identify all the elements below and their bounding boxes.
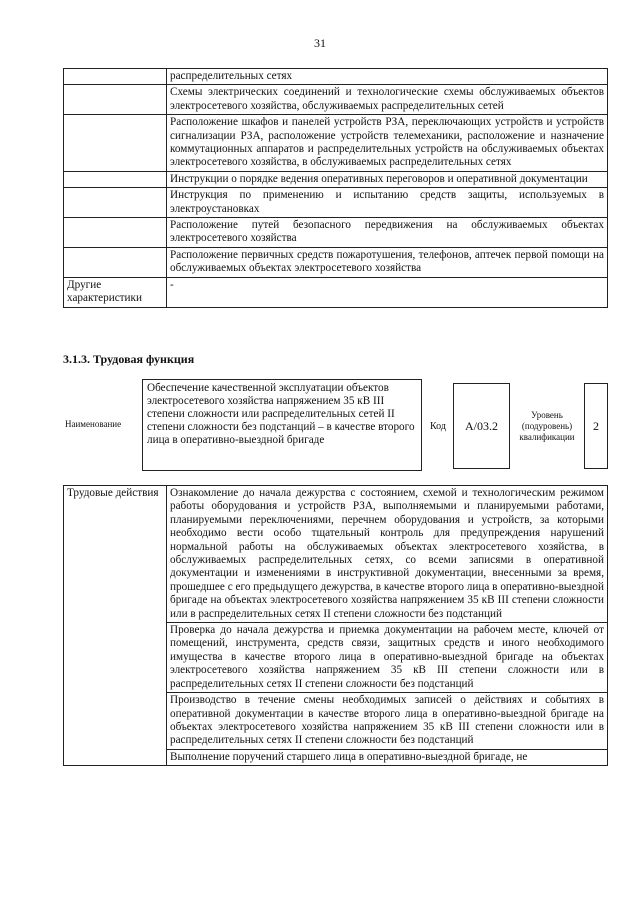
name-label: Наименование: [65, 419, 122, 429]
level-label: Уровень (подуровень) квалификации: [519, 410, 575, 442]
table-row: [64, 277, 608, 307]
table-cell-text: Инструкции о порядке ведения оперативных переговоров и оперативной документации: [167, 171, 608, 187]
table-row: [64, 171, 608, 187]
table-cell-text: Расположение первичных средств пожаротушения, телефонов, аптечек первой помощи на обслуживаемых объектах электросетевого хозяйства: [167, 247, 608, 277]
table-row: [64, 115, 608, 172]
requirements-table: [63, 68, 608, 308]
code-label: Код: [430, 421, 446, 432]
table-cell-label: [64, 247, 167, 277]
table-cell-text: Инструкция по применению и испытанию средств защиты, используемых в электроустановках: [167, 188, 608, 218]
level-box: [584, 383, 608, 469]
code-value: A/03.2: [465, 418, 498, 433]
page-number: 31: [314, 36, 326, 50]
labor-action-text: Выполнение поручений старшего лица в оперативно-выездной бригаде, не: [167, 749, 608, 765]
table-cell-text: распределительных сетях: [167, 69, 608, 85]
table-cell-text: Расположение шкафов и панелей устройств РЗА, переключающих устройств и устройств сигнализации РЗА, расположение устройств телемеханики, расположение и назначение коммутационных аппаратов и распределительных устройств на обслуживаемых объектах электросетевого хозяйства, в обслуживаемых распределительных сетях: [167, 115, 608, 172]
table-row: [64, 247, 608, 277]
code-box: [453, 383, 510, 469]
labor-action-text: Ознакомление до начала дежурства с состоянием, схемой и технологическим режимом работы оборудования и устройств РЗА, выполняемыми и планируемыми работами, планируемыми переключениями, перечнем оборудования и устройств, за которыми необходимо вести особо тщательный контроль для предупреждения нарушений нормальной работы на обслуживаемых объектах электросетевого хозяйства, в обслуживаемых распределительных сетях, со всеми записями в оперативной документации и изменениями в инструктивной документации, внесенными за время, прошедшее с его предыдущего дежурства, в качестве второго лица в оперативно-выездной бригаде на объектах электросетевого хозяйства напряжением 35 кВ III степени сложности или в распределительных сетях II степени сложности без подстанций: [167, 486, 608, 623]
table-cell-label: [64, 85, 167, 115]
function-name-box: [142, 379, 422, 471]
table-cell-label: [64, 171, 167, 187]
labor-actions-table: [63, 485, 608, 766]
table-row: [64, 69, 608, 85]
labor-action-text: Производство в течение смены необходимых записей о действиях и событиях в оперативной документации в качестве второго лица в оперативно-выездной бригаде на объектах электросетевого хозяйства напряжением 35 кВ III степени сложности или в распределительных сетях II степени сложности без подстанций: [167, 693, 608, 750]
table-cell-label: [64, 188, 167, 218]
other-characteristics-label: Другие характеристики: [64, 277, 167, 307]
function-name-value: Обеспечение качественной эксплуатации объектов электросетевого хозяйства напряжением 35 кВ III степени сложности или распределительных сетей II степени сложности без подстанций – в качестве второго лица в оперативно-выездной бригаде: [147, 382, 415, 446]
labor-actions-label: Трудовые действия: [64, 486, 167, 766]
table-cell-text: Схемы электрических соединений и технологические схемы обслуживаемых объектов электросетевого хозяйства, обслуживаемых распределительных сетей: [167, 85, 608, 115]
table-row: [64, 85, 608, 115]
other-characteristics-value: -: [167, 277, 608, 307]
level-value: 2: [593, 418, 599, 433]
table-cell-text: Расположение путей безопасного передвижения на обслуживаемых объектах электросетевого хозяйства: [167, 218, 608, 248]
labor-action-text: Проверка до начала дежурства и приемка документации на рабочем месте, ключей от помещений, инструмента, средств связи, защитных средств и иного необходимого имущества в качестве второго лица в оперативно-выездной бригаде на объектах электросетевого хозяйства напряжением 35 кВ III степени сложности или в распределительных сетях II степени сложности без подстанций: [167, 623, 608, 693]
table-cell-label: [64, 69, 167, 85]
table-cell-label: [64, 218, 167, 248]
table-cell-label: [64, 115, 167, 172]
table-row: [64, 218, 608, 248]
table-row: [64, 188, 608, 218]
section-heading: 3.1.3. Трудовая функция: [63, 352, 195, 366]
table-row: [64, 486, 608, 623]
